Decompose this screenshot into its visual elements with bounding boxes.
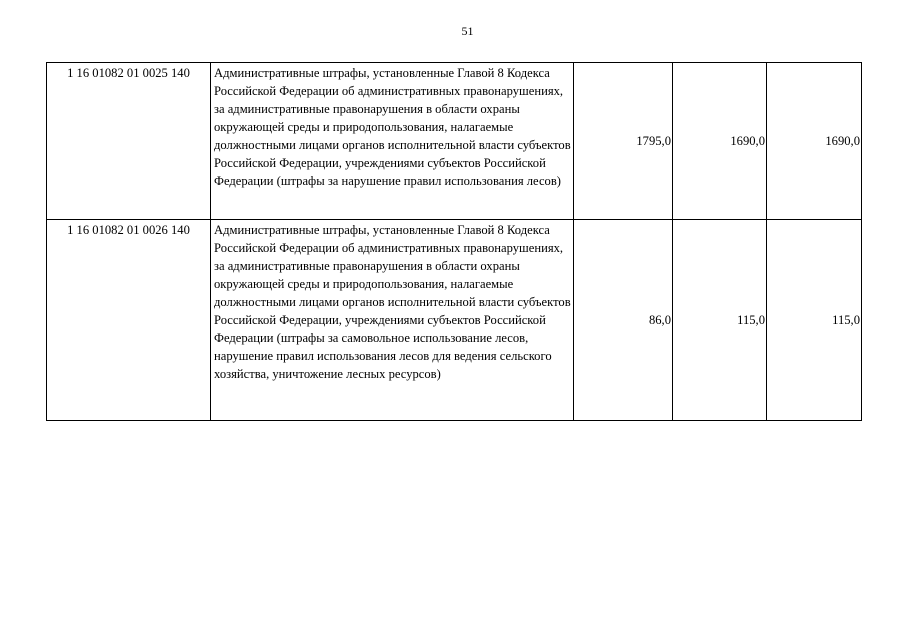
- amount-year-3-cell: 1690,0: [767, 63, 862, 220]
- amount-year-2-cell: 115,0: [673, 220, 767, 421]
- amount-year-3-cell: 115,0: [767, 220, 862, 421]
- amount-year-2-cell: 1690,0: [673, 63, 767, 220]
- table-row: [47, 220, 862, 421]
- budget-table: [46, 62, 862, 421]
- amount-year-1-cell: 1795,0: [574, 63, 673, 220]
- table-row: [47, 63, 862, 220]
- income-name-cell: Административные штрафы, установленные Главой 8 Кодекса Российской Федерации об административных правонарушениях, за административные правонарушения в области охраны окружающей среды и природопользования, налагаемые должностными лицами органов исполнительной власти субъектов Российской Федерации, учреждениями субъектов Российской Федерации (штрафы за нарушение правил использования лесов): [211, 63, 574, 220]
- budget-code-cell: 1 16 01082 01 0026 140: [47, 220, 211, 421]
- amount-year-1-cell: 86,0: [574, 220, 673, 421]
- budget-code-cell: 1 16 01082 01 0025 140: [47, 63, 211, 220]
- page-number: 51: [461, 24, 474, 38]
- income-name-cell: Административные штрафы, установленные Главой 8 Кодекса Российской Федерации об административных правонарушениях, за административные правонарушения в области охраны окружающей среды и природопользования, налагаемые должностными лицами органов исполнительной власти субъектов Российской Федерации, учреждениями субъектов Российской Федерации (штрафы за самовольное использование лесов, нарушение правил использования лесов для ведения сельского хозяйства, уничтожение лесных ресурсов): [211, 220, 574, 421]
